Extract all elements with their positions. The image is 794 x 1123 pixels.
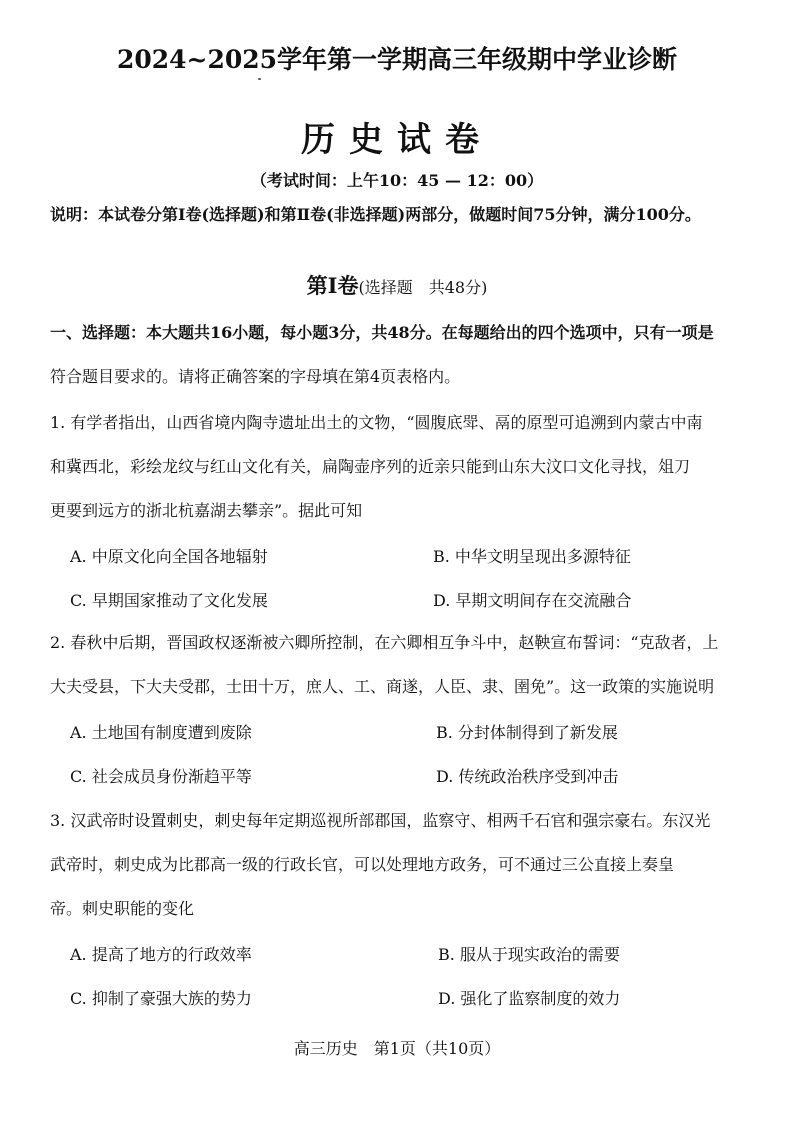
section-subtitle: (选择题 共48分) <box>358 278 488 297</box>
question-1-option-a: A. 中原文化向全国各地辐射 <box>70 547 268 566</box>
question-1-line-2: 和冀西北，彩绘龙纹与红山文化有关，扁陶壶序列的近亲只能到山东大汶口文化寻找，俎刀 <box>50 457 691 476</box>
instructions: 说明：本试卷分第Ⅰ卷(选择题)和第Ⅱ卷(非选择题)两部分，做题时间75分钟，满分100分。 <box>50 205 701 224</box>
question-1-option-d: D. 早期文明间存在交流融合 <box>433 591 632 610</box>
question-3-line-3: 帝。刺史职能的变化 <box>50 899 195 918</box>
section-title: 第Ⅰ卷 <box>306 273 359 298</box>
page-footer: 高三历史 第1页（共10页） <box>293 1039 501 1058</box>
question-2-line-2: 大夫受县，下大夫受郡，士田十万，庶人、工、商遂，人臣、隶、圉免”。这一政策的实施说明 <box>50 677 715 696</box>
scan-speck <box>258 78 261 80</box>
question-3-line-2: 武帝时，刺史成为比郡高一级的行政长官，可以处理地方政务，可不通过三公直接上奏皇 <box>50 855 675 874</box>
section-intro-line-2: 符合题目要求的。请将正确答案的字母填在第4页表格内。 <box>50 367 461 386</box>
question-3-option-d: D. 强化了监察制度的效力 <box>438 989 621 1008</box>
exam-title: 2024~2025学年第一学期高三年级期中学业诊断 <box>116 45 678 74</box>
question-2-option-c: C. 社会成员身份渐趋平等 <box>70 767 252 786</box>
question-3-option-a: A. 提高了地方的行政效率 <box>70 945 252 964</box>
question-1-option-b: B. 中华文明呈现出多源特征 <box>433 547 631 566</box>
question-1-line-1: 1. 有学者指出，山西省境内陶寺遗址出土的文物，“圆腹底斝、鬲的原型可追溯到内蒙古中南 <box>50 413 703 432</box>
question-1-line-3: 更要到远方的浙北杭嘉湖去攀亲”。据此可知 <box>50 501 363 520</box>
subject-title: 历史试卷 <box>301 120 493 160</box>
section-intro-text: 一、选择题：本大题共16小题，每小题3分，共48分。在每题给出的四个选项中，只有一项是 <box>50 323 714 342</box>
question-3-option-b: B. 服从于现实政治的需要 <box>438 945 620 964</box>
question-2-option-a: A. 土地国有制度遭到废除 <box>70 723 252 742</box>
question-3-line-1: 3. 汉武帝时设置刺史，刺史每年定期巡视所部郡国，监察守、相两千石官和强宗豪右。东汉光 <box>50 811 711 830</box>
question-3-option-c: C. 抑制了豪强大族的势力 <box>70 989 252 1008</box>
section-heading <box>0 270 794 300</box>
question-2-option-b: B. 分封体制得到了新发展 <box>436 723 618 742</box>
exam-time: （考试时间：上午10：45 — 12：00） <box>250 171 544 190</box>
question-1-option-c: C. 早期国家推动了文化发展 <box>70 591 268 610</box>
section-intro-line-1 <box>50 322 760 344</box>
question-2-line-1: 2. 春秋中后期，晋国政权逐渐被六卿所控制，在六卿相互争斗中，赵鞅宣布誓词：“克敌者，上 <box>50 633 719 652</box>
question-2-option-d: D. 传统政治秩序受到冲击 <box>436 767 619 786</box>
